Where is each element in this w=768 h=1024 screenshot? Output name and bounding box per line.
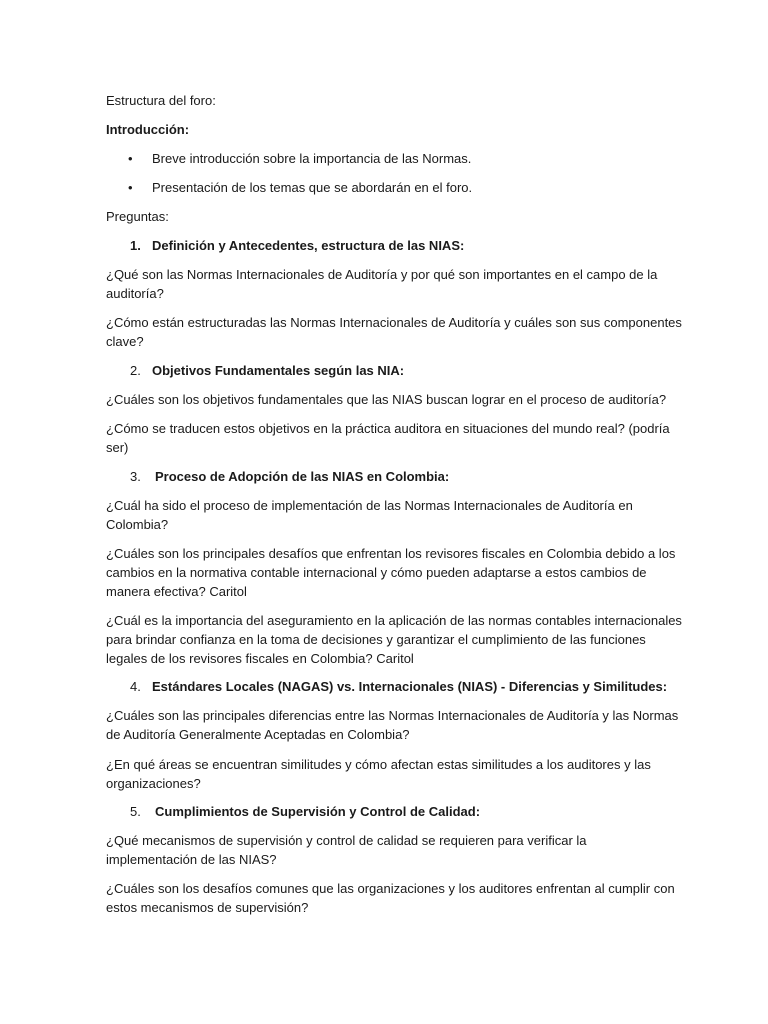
question-line: clave?: [106, 334, 144, 349]
question-line: estos mecanismos de supervisión?: [106, 900, 309, 915]
section-number: 3.: [130, 469, 141, 484]
question-paragraph: [106, 419, 670, 457]
question-paragraph: [106, 831, 666, 869]
question-line: ¿Cuál es la importancia del aseguramiento en la aplicación de las normas contables internacionales: [106, 613, 682, 628]
question-line: ¿Cuál ha sido el proceso de implementación de las Normas Internacionales de Auditoría en: [106, 498, 633, 513]
section-heading: Estándares Locales (NAGAS) vs. Internacionales (NIAS) - Diferencias y Similitudes:: [152, 679, 668, 694]
question-line: ¿Qué mecanismos de supervisión y control de calidad se requieren para verificar la: [106, 833, 587, 848]
question-line: ser): [106, 440, 129, 455]
question-line: ¿Cuáles son los objetivos fundamentales que las NIAS buscan lograr en el proceso de auditoría?: [106, 392, 667, 407]
section-heading: Objetivos Fundamentales según las NIA:: [152, 363, 405, 378]
section-number: 2.: [130, 363, 141, 378]
intro-heading: Introducción:: [106, 122, 190, 137]
question-line: auditoría?: [106, 286, 164, 301]
section-heading: Cumplimientos de Supervisión y Control de Calidad:: [155, 804, 481, 819]
question-paragraph: [106, 544, 676, 601]
question-line: ¿Cómo están estructuradas las Normas Internacionales de Auditoría y cuáles son sus componentes: [106, 315, 682, 330]
question-line: de Auditoría Generalmente Aceptadas en Colombia?: [106, 727, 410, 742]
section-heading: Definición y Antecedentes, estructura de las NIAS:: [152, 238, 465, 253]
question-line: ¿En qué áreas se encuentran similitudes y cómo afectan estas similitudes a los auditores y las: [106, 757, 651, 772]
intro-bullet-item: Presentación de los temas que se abordarán en el foro.: [152, 180, 473, 195]
bullet-glyph: •: [128, 180, 133, 195]
question-line: para brindar confianza en la toma de decisiones y garantizar el cumplimiento de las funciones: [106, 632, 646, 647]
question-line: organizaciones?: [106, 776, 201, 791]
question-line: cambios en la normativa contable internacional y cómo pueden adaptarse a estos cambios de: [106, 565, 647, 580]
section-number: 1.: [130, 238, 141, 253]
question-paragraph: [106, 265, 666, 303]
question-line: ¿Cuáles son los desafíos comunes que las organizaciones y los auditores enfrentan al cumplir con: [106, 881, 675, 896]
question-line: manera efectiva? Caritol: [106, 584, 247, 599]
question-line: ¿Qué son las Normas Internacionales de Auditoría y por qué son importantes en el campo de la: [106, 267, 658, 282]
question-paragraph: [106, 611, 682, 668]
question-line: implementación de las NIAS?: [106, 852, 277, 867]
section-number: 5.: [130, 804, 141, 819]
question-paragraph: [106, 496, 666, 534]
question-line: ¿Cuáles son los principales desafíos que enfrentan los revisores fiscales en Colombia debido a los: [106, 546, 676, 561]
questions-label: Preguntas:: [106, 209, 169, 224]
question-line: ¿Cómo se traducen estos objetivos en la práctica auditora en situaciones del mundo real? (podría: [106, 421, 670, 436]
intro-bullet-item: Breve introducción sobre la importancia de las Normas.: [152, 151, 472, 166]
question-line: Colombia?: [106, 517, 169, 532]
section-heading: Proceso de Adopción de las NIAS en Colombia:: [155, 469, 450, 484]
bullet-glyph: •: [128, 151, 133, 166]
question-paragraph: [106, 706, 679, 744]
question-paragraph: [106, 313, 682, 351]
question-paragraph: [106, 755, 666, 793]
question-line: ¿Cuáles son las principales diferencias entre las Normas Internacionales de Auditoría y las Normas: [106, 708, 679, 723]
question-paragraph: [106, 879, 675, 917]
structure-label: Estructura del foro:: [106, 93, 216, 108]
question-line: legales de los revisores fiscales en Colombia? Caritol: [106, 651, 414, 666]
question-paragraph: [106, 390, 666, 409]
section-number: 4.: [130, 679, 141, 694]
